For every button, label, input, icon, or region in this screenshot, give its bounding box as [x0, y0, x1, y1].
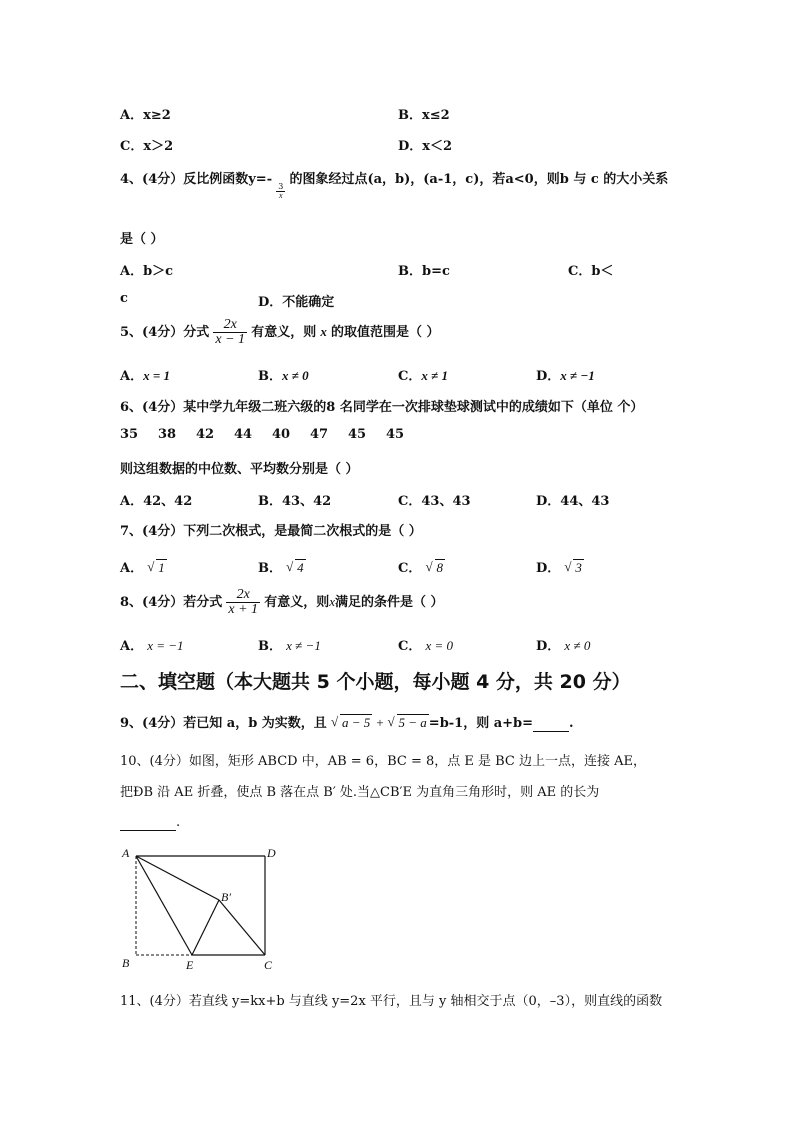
- q9-prefix: 9、(4分）若已知 a，b 为实数，且: [120, 716, 327, 731]
- label-c: C: [264, 958, 273, 972]
- q8-suffix-b: 满足的条件是（ ）: [335, 595, 444, 610]
- q6-score: 35: [120, 427, 139, 442]
- q7-option-d: [536, 557, 584, 576]
- q6-score: 38: [158, 427, 177, 442]
- q5-a-math: x = 1: [143, 368, 171, 383]
- q9-stem: [120, 712, 574, 732]
- q5-b-label: B．: [258, 369, 282, 384]
- q6-option-c: C．43、43: [398, 494, 471, 509]
- q10-answer-blank: [120, 815, 176, 831]
- q4-stem-cont: 是（ ）: [120, 232, 164, 247]
- q5-stem: [120, 318, 440, 347]
- q4-frac-num: 3: [278, 182, 284, 191]
- q10-line-2: 把ÐB 沿 AE 折叠，使点 B 落在点 B′ 处.当△CB′E 为直角三角形时，则 AE 的长为: [120, 785, 600, 800]
- q5-d-math: x ≠ −1: [560, 368, 595, 383]
- q5-var: x: [320, 324, 327, 339]
- q9-sqrt-1: [331, 715, 372, 731]
- label-a: A: [122, 846, 130, 860]
- q9-answer-blank: [533, 716, 569, 732]
- q6-option-d: D．44、43: [536, 494, 610, 509]
- q9-radicand-1: a − 5: [341, 715, 371, 730]
- q10-line-1: 10、(4分）如图，矩形 ABCD 中，AB = 6，BC = 8，点 E 是 BC 边上一点，连接 AE，: [120, 754, 647, 769]
- q6-score: 42: [196, 427, 215, 442]
- segment-b-prime-c: [219, 900, 265, 955]
- q8-option-b: [258, 635, 321, 654]
- q7-c-label: C．: [398, 561, 422, 576]
- q4-option-b: B．b=c: [398, 264, 450, 279]
- label-d: D: [267, 846, 276, 860]
- label-b-prime: B′: [221, 890, 231, 904]
- q8-fraction: [226, 588, 260, 617]
- q8-option-a: [120, 635, 184, 654]
- q5-suffix-a: 有意义，则: [251, 325, 317, 340]
- q8-d-math: x ≠ 0: [564, 638, 591, 653]
- q8-d-label: D．: [536, 639, 561, 654]
- q7-stem: 7、(4分）下列二次根式，是最简二次根式的是（ ）: [120, 524, 422, 539]
- q4-option-c-cont: c: [120, 291, 128, 306]
- section-heading: 二、填空题（本大题共 5 个小题，每小题 4 分，共 20 分）: [120, 671, 631, 693]
- q5-a-label: A．: [120, 369, 144, 384]
- label-e: E: [186, 958, 194, 972]
- q9-suffix: =b-1，则 a+b=: [428, 716, 534, 731]
- q6-score: 47: [310, 427, 329, 442]
- q8-b-math: x ≠ −1: [286, 638, 321, 653]
- q5-option-b: [258, 365, 309, 384]
- q7-c-radicand: 8: [436, 560, 443, 575]
- q8-c-math: x = 0: [425, 638, 454, 653]
- q7-a-sqrt: [147, 560, 167, 576]
- q3-option-d: D．x＜2: [398, 139, 453, 154]
- q5-d-label: D．: [536, 369, 561, 384]
- q4-stem: [120, 168, 669, 200]
- q5-frac-den: x − 1: [215, 332, 246, 347]
- segment-b-prime-e: [192, 900, 219, 955]
- q6-score: 40: [272, 427, 291, 442]
- q9-radicand-2: 5 − a: [398, 715, 427, 730]
- q7-a-label: A．: [120, 561, 144, 576]
- q7-d-radicand: 3: [575, 560, 582, 575]
- q5-fraction: [213, 318, 247, 347]
- q7-b-label: B．: [258, 561, 282, 576]
- q7-option-b: [258, 557, 306, 576]
- q4-option-c: C．b＜: [568, 264, 614, 279]
- q6-option-b: B．43、42: [258, 494, 332, 509]
- q9-plus: +: [372, 715, 388, 730]
- q7-option-c: [398, 557, 445, 576]
- q4-frac-den: x: [279, 191, 283, 200]
- q10-line-3: [120, 815, 180, 831]
- q6-score: 44: [234, 427, 253, 442]
- q6-question: 则这组数据的中位数、平均数分别是（ ）: [120, 462, 359, 477]
- q5-b-math: x ≠ 0: [282, 368, 309, 383]
- q8-var: x: [329, 594, 335, 609]
- q5-option-a: [120, 365, 170, 384]
- q8-c-label: C．: [398, 639, 422, 654]
- q3-option-b: B．x≤2: [398, 108, 450, 123]
- q8-suffix-a: 有意义，则: [264, 595, 330, 610]
- q7-option-a: [120, 557, 167, 576]
- q4-suffix: 的图象经过点(a，b)，(a-1，c)，若a<0，则b 与 c 的大小关系: [289, 172, 669, 187]
- q8-prefix: 8、(4分）若分式: [120, 595, 223, 610]
- q4-option-a: A．b＞c: [120, 264, 174, 279]
- q7-a-radicand: 1: [158, 560, 165, 575]
- q9-end: .: [569, 716, 574, 731]
- q6-score: 45: [348, 427, 367, 442]
- label-b: B: [122, 956, 130, 970]
- q8-option-c: [398, 635, 453, 654]
- q4-option-d: D．不能确定: [258, 295, 335, 310]
- q5-frac-num: 2x: [213, 318, 247, 333]
- q8-stem: [120, 588, 444, 617]
- q11-line-1: 11、(4分）若直线 y=kx+b 与直线 y=2x 平行，且与 y 轴相交于点（0，–3），则直线的函数: [120, 994, 663, 1009]
- q7-b-sqrt: [286, 560, 306, 576]
- q7-d-label: D．: [536, 561, 561, 576]
- q3-option-a: A．x≥2: [120, 108, 171, 123]
- q4-func: y=-: [248, 172, 273, 187]
- q3-option-c: C．x＞2: [120, 139, 174, 154]
- q6-score: 45: [386, 427, 405, 442]
- q4-fraction: [276, 183, 285, 200]
- q8-option-d: [536, 635, 590, 654]
- q7-c-sqrt: [426, 560, 446, 576]
- q4-prefix: 4、(4分）反比例函数: [120, 172, 249, 187]
- q8-frac-den: x + 1: [228, 602, 259, 617]
- q6-option-a: A．42、42: [120, 494, 193, 509]
- q5-prefix: 5、(4分）分式: [120, 325, 210, 340]
- q5-suffix-b: 的取值范围是（ ）: [331, 325, 440, 340]
- q6-stem: 6、(4分）某中学九年级二班六级的8 名同学在一次排球垫球测试中的成绩如下（单位 个）: [120, 400, 644, 415]
- q6-scores: [120, 427, 424, 442]
- q8-frac-num: 2x: [226, 588, 260, 603]
- q8-b-label: B．: [258, 639, 282, 654]
- q5-c-math: x ≠ 1: [421, 368, 448, 383]
- q10-end: .: [176, 815, 181, 830]
- q5-c-label: C．: [398, 369, 422, 384]
- q8-a-label: A．: [120, 639, 144, 654]
- q9-sqrt-2: [388, 715, 429, 731]
- q5-option-c: [398, 365, 448, 384]
- q7-b-radicand: 4: [297, 560, 304, 575]
- rectangle-fold-figure: [115, 843, 285, 973]
- q5-option-d: [536, 365, 595, 384]
- q7-d-sqrt: [564, 560, 584, 576]
- q8-a-math: x = −1: [147, 638, 184, 653]
